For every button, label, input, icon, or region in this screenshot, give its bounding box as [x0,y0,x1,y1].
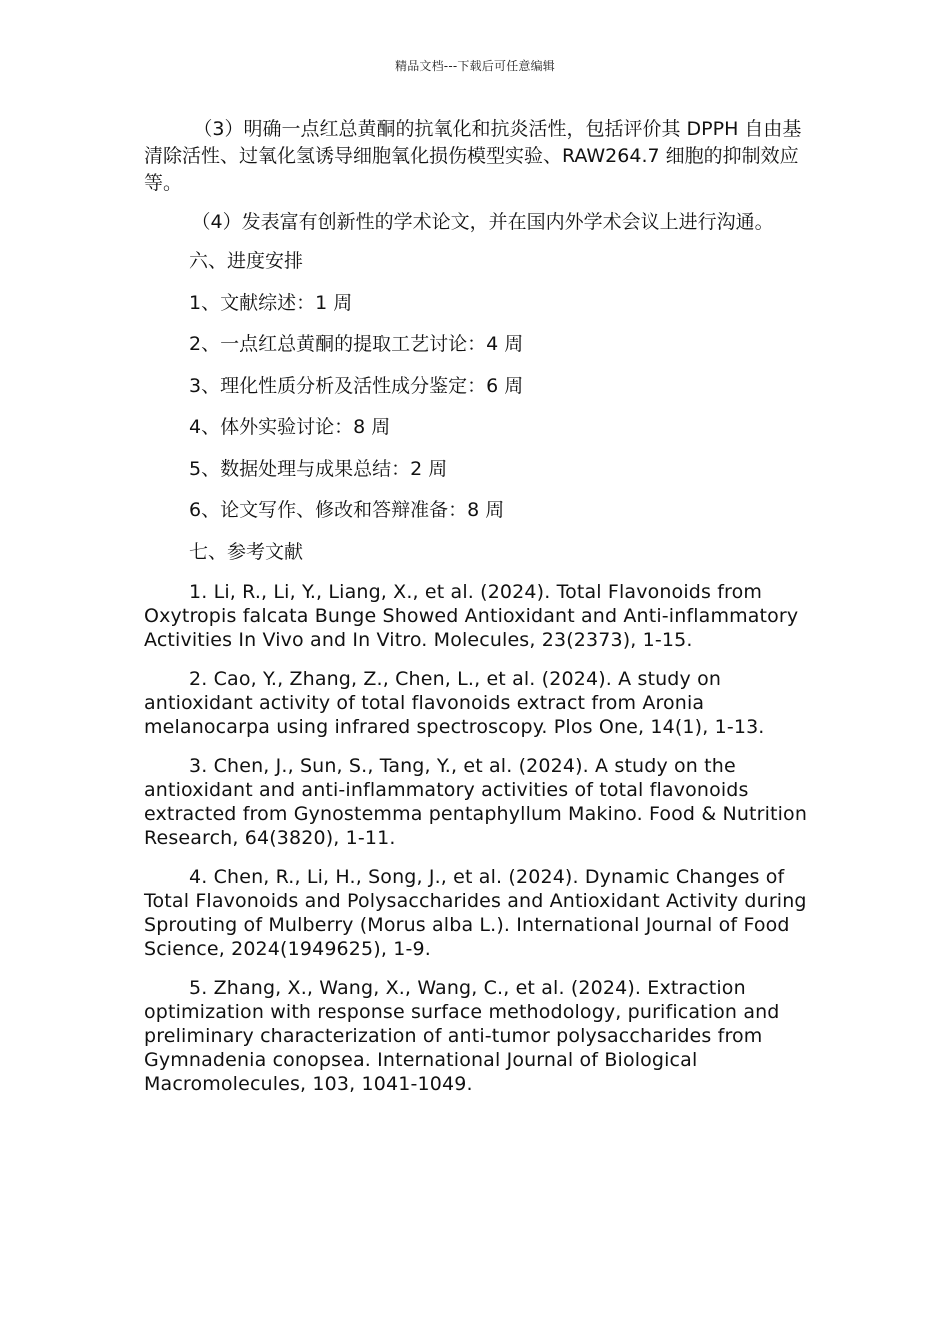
schedule-heading: 六、进度安排 [189,250,304,272]
schedule-item-3: 3、理化性质分析及活性成分鉴定：6 周 [189,374,524,397]
objective-3: （3）明确一点红总黄酮的抗氧化和抗炎活性，包括评价其 DPPH 自由基清除活性、过氧化氢诱导细胞氧化损伤模型实验、RAW264.7 细胞的抑制效应等。 [144,118,802,194]
document-body [144,116,816,1111]
reference-item-4: 4. Chen, R., Li, H., Song, J., et al. (2024). Dynamic Changes of Total Flavonoids and Polysaccharides and Antioxidant Activity during Sprouting of Mulberry (Morus alba L.). International Journal of Food Science, 2024(1949625), 1-9. [144,866,807,960]
schedule-item-5: 5、数据处理与成果总结：2 周 [189,457,448,480]
schedule-item-6: 6、论文写作、修改和答辩准备：8 周 [189,499,505,521]
reference-item-2: 2. Cao, Y., Zhang, Z., Chen, L., et al. (2024). A study on antioxidant activity of total flavonoids extract from Aronia melanocarpa using infrared spectroscopy. Plos One, 14(1), 1-13. [144,668,765,738]
references-heading: 七、参考文献 [189,540,304,563]
reference-list [144,580,816,1096]
objective-4: （4）发表富有创新性的学术论文，并在国内外学术会议上进行沟通。 [191,211,774,233]
schedule-item-2: 2、一点红总黄酮的提取工艺讨论：4 周 [189,333,524,355]
reference-item-3: 3. Chen, J., Sun, S., Tang, Y., et al. (2024). A study on the antioxidant and anti-inflammatory activities of total flavonoids extracted from Gynostemma pentaphyllum Makino. Food & Nutrition Research, 64(3820), 1-11. [144,755,808,849]
reference-item-1: 1. Li, R., Li, Y., Liang, X., et al. (2024). Total Flavonoids from Oxytropis falcata Bunge Showed Antioxidant and Anti-inflammatory Activities In Vivo and In Vitro. Molecules, 23(2373), 1-15. [144,581,799,651]
schedule-item-1: 1、文献综述：1 周 [189,291,353,314]
page-header: 精品文档---下载后可任意编辑 [395,59,555,73]
schedule-item-4: 4、体外实验讨论：8 周 [189,416,391,438]
reference-item-5: 5. Zhang, X., Wang, X., Wang, C., et al. (2024). Extraction optimization with response surface methodology, purification and preliminary characterization of anti-tumor polysaccharides from Gymnadenia conopsea. International Journal of Biological Macromolecules, 103, 1041-1049. [144,977,780,1095]
